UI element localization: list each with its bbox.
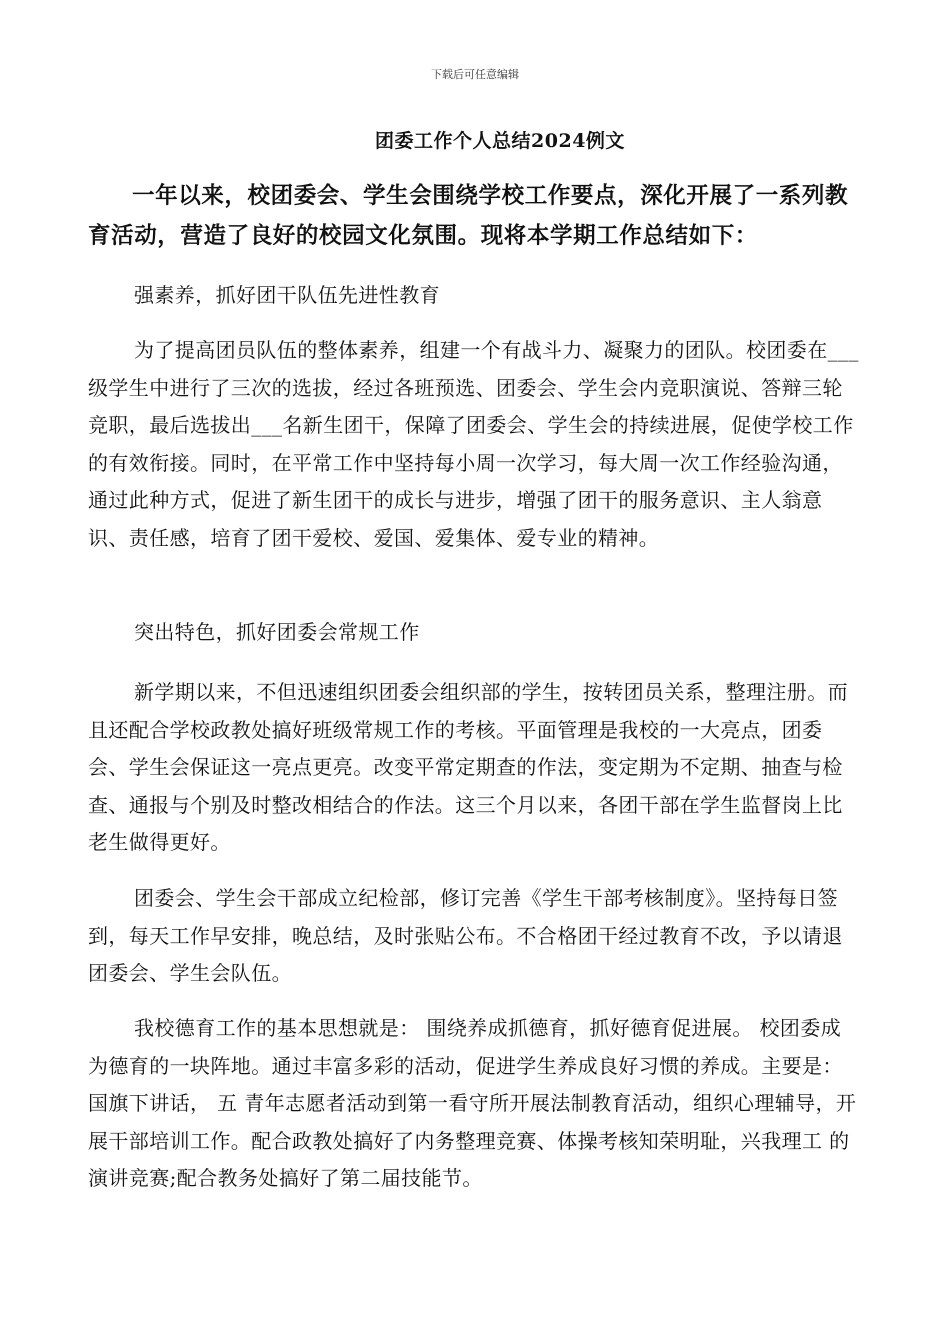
section-heading-2: 突出特色，抓好团委会常规工作 xyxy=(134,620,420,644)
header-note: 下载后可任意编辑 xyxy=(431,68,519,81)
paragraph-2: 新学期以来，不但迅速组织团委会组织部的学生，按转团员关系，整理注册。而且还配合学校政教处搞好班级常规工作的考核。平面管理是我校的一大亮点，团委会、学生会保证这一亮点更亮。改变平常定期查的作法，变定期为不定期、抽查与检查、通报与个别及时整改相结合的作法。这三个月以来，各团干部在学生监督岗上比老生做得更好。 xyxy=(88,680,848,854)
section-heading-1: 强素养，抓好团干队伍先进性教育 xyxy=(134,283,440,307)
paragraph-3: 团委会、学生会干部成立纪检部，修订完善《学生干部考核制度》。坚持每日签到，每天工作早安排，晚总结，及时张贴公布。不合格团干经过教育不改，予以请退团委会、学生会队伍。 xyxy=(88,886,843,985)
paragraph-1: 为了提高团员队伍的整体素养，组建一个有战斗力、凝聚力的团队。校团委在___级学生中进行了三次的选拔，经过各班预选、团委会、学生会内竞职演说、答辩三轮竞职，最后选拔出___名新生团干，保障了团委会、学生会的持续进展，促使学校工作的有效衔接。同时，在平常工作中坚持每小周一次学习，每大周一次工作经验沟通，通过此种方式，促进了新生团干的成长与进步，增强了团干的服务意识、主人翁意识、责任感，培育了团干爱校、爱国、爱集体、爱专业的精神。 xyxy=(88,338,859,550)
lead-paragraph: 一年以来，校团委会、学生会围绕学校工作要点，深化开展了一系列教育活动，营造了良好的校园文化氛围。现将本学期工作总结如下： xyxy=(88,183,849,249)
paragraph-4: 我校德育工作的基本思想就是： 围绕养成抓德育，抓好德育促进展。 校团委成为德育的一块阵地。通过丰富多彩的活动，促进学生养成良好习惯的养成。主要是：国旗下讲话， 五 青年志愿者活动到第一看守所开展法制教育活动，组织心理辅导，开展干部培训工作。配合政教处搞好了内务整理竞赛、体操考核知荣明耻，兴我理工 的演讲竞赛;配合教务处搞好了第二届技能节。 xyxy=(88,1016,857,1190)
document-title: 团委工作个人总结2024例文 xyxy=(375,130,625,152)
